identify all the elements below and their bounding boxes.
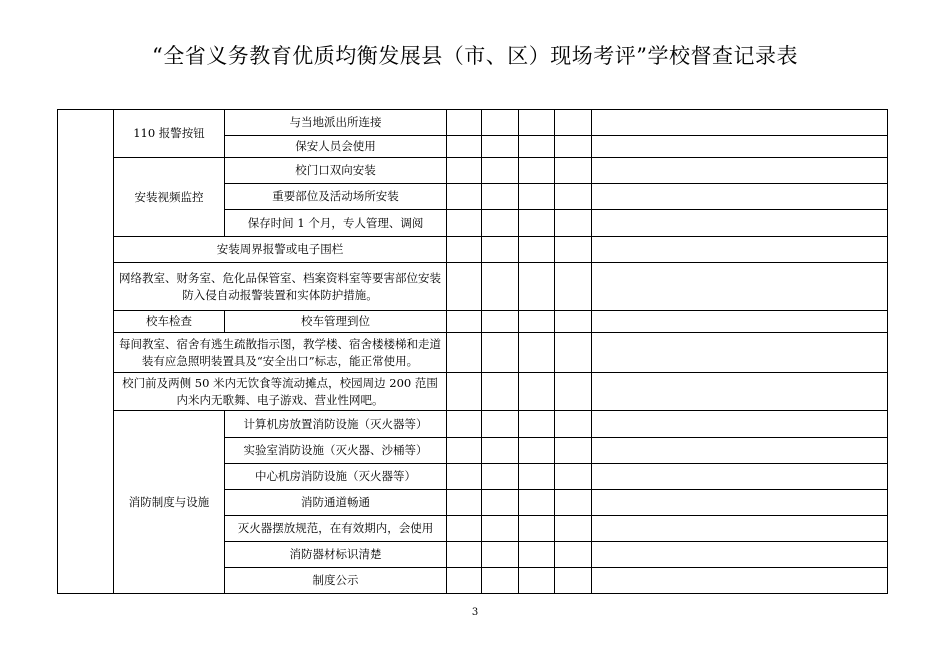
check-cell[interactable] (482, 411, 519, 438)
check-cell[interactable] (519, 110, 555, 136)
item-cell: 实验室消防设施（灭火器、沙桶等） (225, 438, 447, 464)
remark-cell[interactable] (592, 542, 888, 568)
check-cell[interactable] (519, 184, 555, 210)
item-cell: 消防通道畅通 (225, 490, 447, 516)
check-cell[interactable] (447, 464, 482, 490)
table-row (58, 110, 888, 136)
check-cell[interactable] (447, 184, 482, 210)
item-cell: 制度公示 (225, 568, 447, 594)
remark-cell[interactable] (592, 411, 888, 438)
table-row (58, 237, 888, 263)
remark-cell[interactable] (592, 516, 888, 542)
check-cell[interactable] (447, 237, 482, 263)
item-cell: 灭火器摆放规范，在有效期内，会使用 (225, 516, 447, 542)
remark-cell[interactable] (592, 333, 888, 373)
table-row (58, 373, 888, 411)
remark-cell[interactable] (592, 311, 888, 333)
remark-cell[interactable] (592, 110, 888, 136)
item-cell: 校车管理到位 (225, 311, 447, 333)
remark-cell[interactable] (592, 263, 888, 311)
item-cell: 中心机房消防设施（灭火器等） (225, 464, 447, 490)
check-cell[interactable] (482, 542, 519, 568)
check-cell[interactable] (519, 490, 555, 516)
group-school-bus: 校车检查 (114, 311, 225, 333)
item-cell: 校门口双向安装 (225, 158, 447, 184)
remark-cell[interactable] (592, 184, 888, 210)
check-cell[interactable] (447, 411, 482, 438)
check-cell[interactable] (555, 490, 592, 516)
item-key-areas: 网络教室、财务室、危化品保管室、档案资料室等要害部位安装防入侵自动报警装置和实体防护措施。 (114, 263, 447, 311)
check-cell[interactable] (519, 373, 555, 411)
check-cell[interactable] (519, 516, 555, 542)
category-cell (58, 110, 114, 594)
check-cell[interactable] (482, 490, 519, 516)
check-cell[interactable] (482, 516, 519, 542)
check-cell[interactable] (447, 490, 482, 516)
check-cell[interactable] (482, 136, 519, 158)
table-row (58, 333, 888, 373)
check-cell[interactable] (447, 438, 482, 464)
check-cell[interactable] (519, 237, 555, 263)
check-cell[interactable] (519, 333, 555, 373)
check-cell[interactable] (447, 110, 482, 136)
check-cell[interactable] (482, 438, 519, 464)
remark-cell[interactable] (592, 136, 888, 158)
table-row (58, 263, 888, 311)
table-row (58, 411, 888, 438)
remark-cell[interactable] (592, 490, 888, 516)
remark-cell[interactable] (592, 373, 888, 411)
check-cell[interactable] (519, 542, 555, 568)
page-number: 3 (471, 607, 479, 618)
check-cell[interactable] (447, 311, 482, 333)
item-cell: 保存时间 1 个月，专人管理、调阅 (225, 210, 447, 237)
check-cell[interactable] (555, 237, 592, 263)
check-cell[interactable] (447, 263, 482, 311)
remark-cell[interactable] (592, 464, 888, 490)
check-cell[interactable] (519, 438, 555, 464)
check-cell[interactable] (555, 184, 592, 210)
check-cell[interactable] (482, 237, 519, 263)
item-evacuation: 每间教室、宿舍有逃生疏散指示图，教学楼、宿舍楼楼梯和走道装有应急照明装置具及“安全出口”标志，能正常使用。 (114, 333, 447, 373)
check-cell[interactable] (447, 158, 482, 184)
remark-cell[interactable] (592, 237, 888, 263)
check-cell[interactable] (555, 568, 592, 594)
check-cell[interactable] (555, 110, 592, 136)
check-cell[interactable] (519, 464, 555, 490)
group-fire-safety: 消防制度与设施 (114, 411, 225, 594)
check-cell[interactable] (555, 373, 592, 411)
check-cell[interactable] (519, 411, 555, 438)
check-cell[interactable] (519, 568, 555, 594)
table-row (58, 158, 888, 184)
check-cell[interactable] (519, 263, 555, 311)
group-alarm-button: 110 报警按钮 (114, 110, 225, 158)
item-perimeter: 安装周界报警或电子围栏 (114, 237, 447, 263)
remark-cell[interactable] (592, 438, 888, 464)
check-cell[interactable] (482, 333, 519, 373)
check-cell[interactable] (482, 158, 519, 184)
item-cell: 计算机房放置消防设施（灭火器等） (225, 411, 447, 438)
check-cell[interactable] (447, 373, 482, 411)
check-cell[interactable] (555, 210, 592, 237)
check-cell[interactable] (555, 438, 592, 464)
check-cell[interactable] (482, 464, 519, 490)
check-cell[interactable] (482, 263, 519, 311)
check-cell[interactable] (519, 158, 555, 184)
check-cell[interactable] (482, 184, 519, 210)
check-cell[interactable] (447, 542, 482, 568)
check-cell[interactable] (447, 333, 482, 373)
item-surroundings: 校门前及两侧 50 米内无饮食等流动摊点，校园周边 200 范围内米内无歌舞、电子游戏、营业性网吧。 (114, 373, 447, 411)
check-cell[interactable] (555, 542, 592, 568)
table-row (58, 311, 888, 333)
remark-cell[interactable] (592, 568, 888, 594)
check-cell[interactable] (482, 110, 519, 136)
item-cell: 重要部位及活动场所安装 (225, 184, 447, 210)
check-cell[interactable] (519, 311, 555, 333)
check-cell[interactable] (519, 210, 555, 237)
check-cell[interactable] (447, 210, 482, 237)
check-cell[interactable] (447, 136, 482, 158)
item-cell: 消防器材标识清楚 (225, 542, 447, 568)
page-title: “全省义务教育优质均衡发展县（市、区）现场考评”学校督查记录表 (152, 44, 798, 68)
check-cell[interactable] (555, 263, 592, 311)
inspection-record-table (57, 109, 888, 594)
group-video-monitoring: 安装视频监控 (114, 158, 225, 237)
remark-cell[interactable] (592, 158, 888, 184)
check-cell[interactable] (555, 158, 592, 184)
check-cell[interactable] (482, 210, 519, 237)
check-cell[interactable] (555, 333, 592, 373)
check-cell[interactable] (482, 568, 519, 594)
remark-cell[interactable] (592, 210, 888, 237)
check-cell[interactable] (519, 136, 555, 158)
check-cell[interactable] (555, 411, 592, 438)
check-cell[interactable] (482, 373, 519, 411)
item-cell: 保安人员会使用 (225, 136, 447, 158)
check-cell[interactable] (482, 311, 519, 333)
item-cell: 与当地派出所连接 (225, 110, 447, 136)
check-cell[interactable] (555, 136, 592, 158)
check-cell[interactable] (447, 516, 482, 542)
check-cell[interactable] (555, 516, 592, 542)
check-cell[interactable] (555, 311, 592, 333)
check-cell[interactable] (447, 568, 482, 594)
check-cell[interactable] (555, 464, 592, 490)
